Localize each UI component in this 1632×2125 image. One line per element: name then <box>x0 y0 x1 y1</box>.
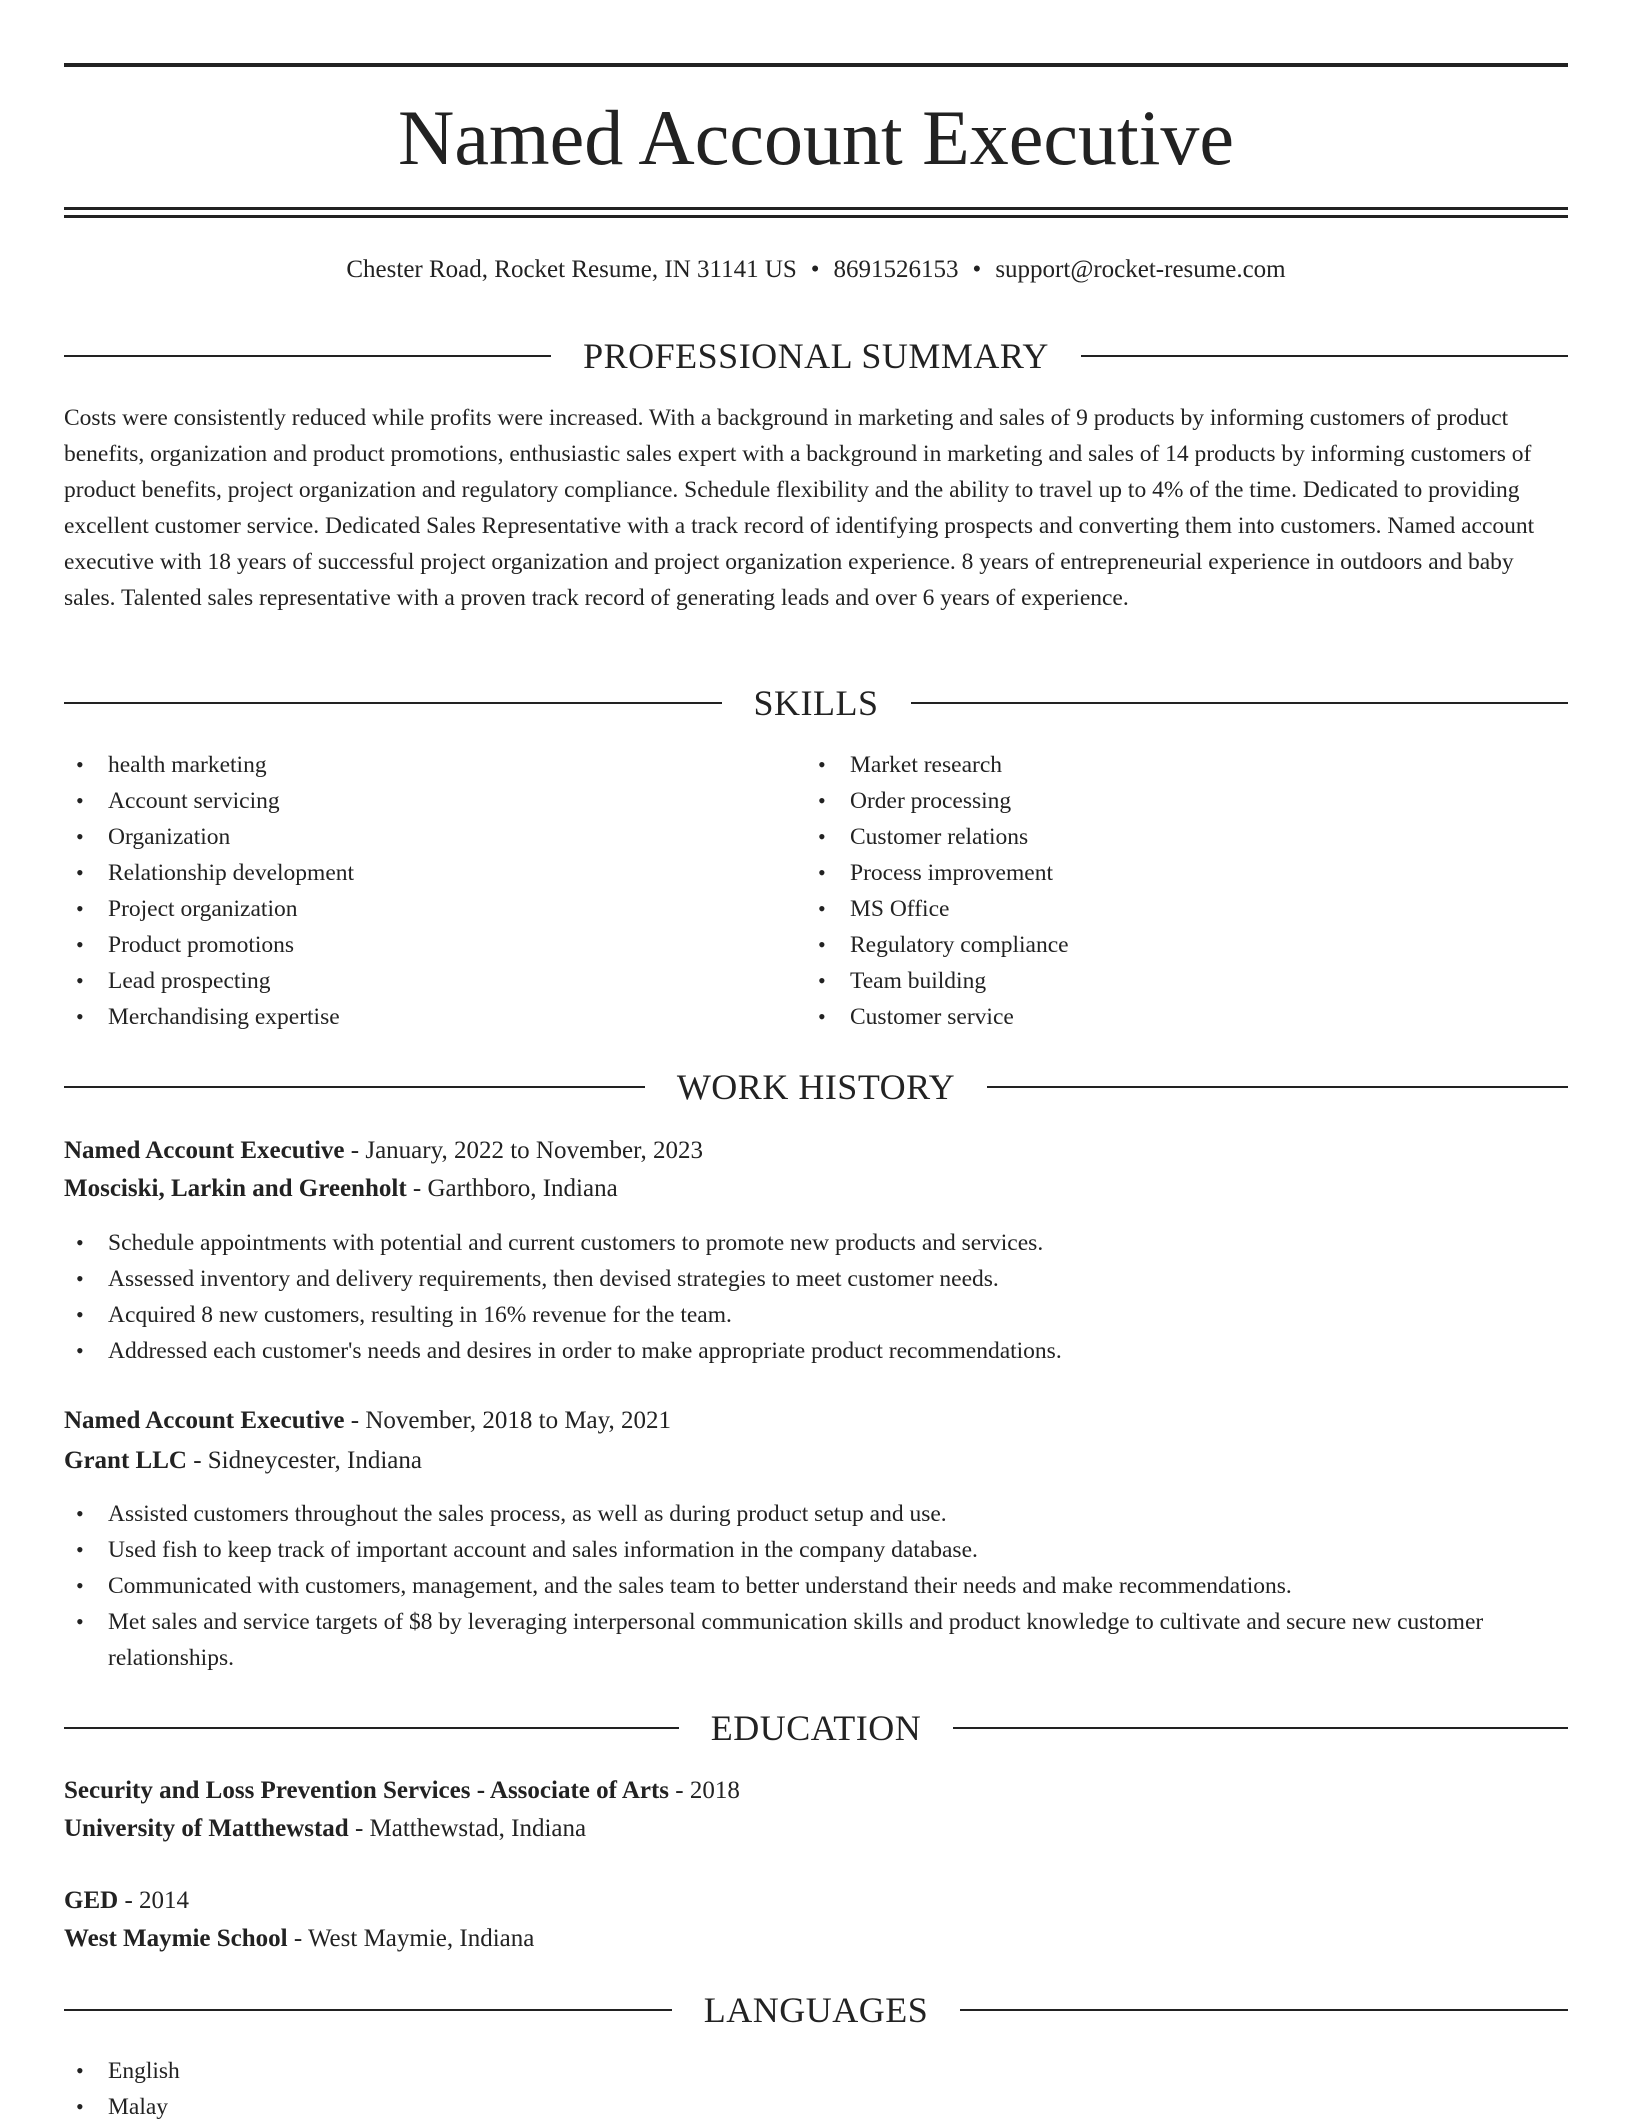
languages-list <box>64 2053 1568 2125</box>
duty-item: • Assessed inventory and delivery requirements, then devised strategies to meet customer needs. <box>64 1261 1568 1297</box>
education-location: - Matthewstad, Indiana <box>348 1815 587 1842</box>
skill-item: • health marketing <box>64 747 806 783</box>
duty-item: • Schedule appointments with potential and current customers to promote new products and services. <box>64 1225 1568 1261</box>
skill-item: • Account servicing <box>64 783 806 819</box>
education-school: University of Matthewstad <box>64 1815 349 1842</box>
duty-item: • Acquired 8 new customers, resulting in 16% revenue for the team. <box>64 1297 1568 1333</box>
heading-rule <box>1081 355 1568 357</box>
section-title: LANGUAGES <box>703 1990 929 2030</box>
language-item: • English <box>64 2053 1568 2089</box>
section-heading-work <box>64 1067 1568 1107</box>
skill-item: • Merchandising expertise <box>64 999 806 1035</box>
skill-item: • Team building <box>806 963 1548 999</box>
contact-phone: 8691526153 <box>833 256 959 283</box>
section-title: WORK HISTORY <box>676 1067 956 1107</box>
skills-column-left <box>64 747 806 1035</box>
job-title-line <box>64 1133 1568 1169</box>
job-location: - Sidneycester, Indiana <box>186 1447 422 1474</box>
education-location: - West Maymie, Indiana <box>287 1925 535 1952</box>
heading-rule <box>64 355 551 357</box>
heading-rule <box>64 1727 679 1729</box>
section-heading-languages <box>64 1990 1568 2030</box>
heading-rule <box>64 1086 645 1088</box>
contact-email: support@rocket-resume.com <box>995 256 1286 283</box>
job-title-line <box>64 1403 1568 1439</box>
job-role: Named Account Executive <box>64 1407 345 1434</box>
skill-item: • Customer service <box>806 999 1548 1035</box>
duty-item: • Assisted customers throughout the sales process, as well as during product setup and use. <box>64 1496 1568 1532</box>
job-role: Named Account Executive <box>64 1137 345 1164</box>
education-year: - 2018 <box>669 1777 740 1804</box>
section-heading-summary <box>64 336 1568 376</box>
skill-item: • Market research <box>806 747 1548 783</box>
section-heading-skills <box>64 683 1568 723</box>
job-dates: - November, 2018 to May, 2021 <box>344 1407 672 1434</box>
education-school-line <box>64 1811 1568 1847</box>
skill-item: • MS Office <box>806 891 1548 927</box>
job-company: Grant LLC <box>64 1447 187 1474</box>
skill-item: • Product promotions <box>64 927 806 963</box>
heading-rule <box>911 702 1569 704</box>
page-title: Named Account Executive <box>397 94 1235 181</box>
duty-item: • Met sales and service targets of $8 by leveraging interpersonal communication skills and product knowledge to cultivate and secure new customer relationships. <box>64 1604 1568 1676</box>
job-company-line <box>64 1171 1568 1207</box>
skills-list <box>64 747 1568 1035</box>
section-title: SKILLS <box>753 683 879 723</box>
education-degree: GED <box>64 1887 119 1914</box>
section-heading-education <box>64 1708 1568 1748</box>
section-title: EDUCATION <box>710 1708 922 1748</box>
skills-column-right <box>806 747 1548 1035</box>
job-company: Mosciski, Larkin and Greenholt <box>64 1175 407 1202</box>
education-degree: Security and Loss Prevention Services - Associate of Arts <box>64 1777 670 1804</box>
education-degree-line <box>64 1883 1568 1919</box>
summary-text: Costs were consistently reduced while profits were increased. With a background in marketing and sales of 9 products by informing customers of product benefits, organization and product promotions, enthusiastic sales expert with a background in marketing and sales of 14 products by informing customers of product benefits, project organization and regulatory compliance. Schedule flexibility and the ability to travel up to 4% of the time. Dedicated to providing excellent customer service. Dedicated Sales Representative with a track record of identifying prospects and converting them into customers. Named account executive with 18 years of successful project organization and project organization experience. 8 years of entrepreneurial experience in outdoors and baby sales. Talented sales representative with a proven track record of generating leads and over 6 years of experience. <box>64 405 1535 611</box>
skill-item: • Order processing <box>806 783 1548 819</box>
job-company-line <box>64 1443 1568 1479</box>
skill-item: • Customer relations <box>806 819 1548 855</box>
duty-item: • Used fish to keep track of important account and sales information in the company database. <box>64 1532 1568 1568</box>
job-duties <box>64 1225 1568 1369</box>
title-rule-upper <box>64 207 1568 210</box>
skill-item: • Process improvement <box>806 855 1548 891</box>
contact-separator: • <box>972 256 982 283</box>
job-location: - Garthboro, Indiana <box>406 1175 618 1202</box>
heading-rule <box>960 2009 1568 2011</box>
heading-rule <box>953 1727 1568 1729</box>
language-item: • Malay <box>64 2089 1568 2125</box>
job-dates: - January, 2022 to November, 2023 <box>344 1137 703 1164</box>
skill-item: • Relationship development <box>64 855 806 891</box>
heading-rule <box>64 702 722 704</box>
heading-rule <box>64 2009 672 2011</box>
section-title: PROFESSIONAL SUMMARY <box>583 336 1049 376</box>
education-school: West Maymie School <box>64 1925 288 1952</box>
contact-address: Chester Road, Rocket Resume, IN 31141 US <box>346 256 797 283</box>
heading-rule <box>987 1086 1568 1088</box>
contact-separator: • <box>810 256 820 283</box>
duty-item: • Communicated with customers, management, and the sales team to better understand their needs and make recommendations. <box>64 1568 1568 1604</box>
job-duties <box>64 1496 1568 1676</box>
contact-line <box>64 252 1568 288</box>
education-degree-line <box>64 1773 1568 1809</box>
skill-item: • Lead prospecting <box>64 963 806 999</box>
education-school-line <box>64 1921 1568 1957</box>
duty-item: • Addressed each customer's needs and desires in order to make appropriate product recommendations. <box>64 1333 1568 1369</box>
education-year: - 2014 <box>118 1887 190 1914</box>
skill-item: • Project organization <box>64 891 806 927</box>
title-rule-lower <box>64 215 1568 218</box>
top-rule <box>64 63 1568 67</box>
skill-item: • Regulatory compliance <box>806 927 1548 963</box>
skill-item: • Organization <box>64 819 806 855</box>
